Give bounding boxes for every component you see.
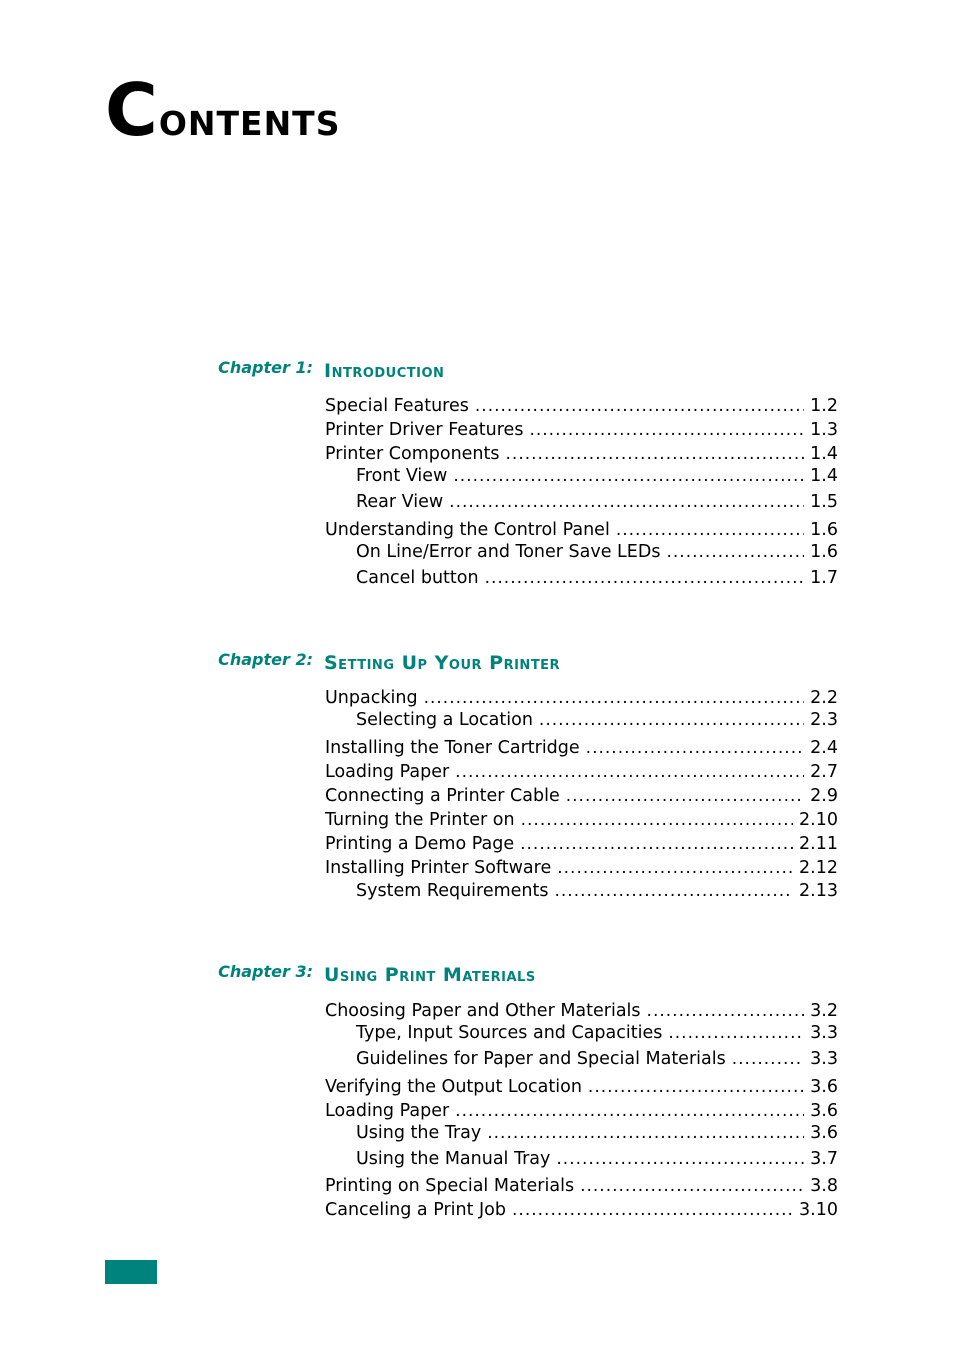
toc-entry-text: System Requirements <box>356 881 549 901</box>
dot-leader <box>616 518 804 542</box>
page-title: Contents <box>105 68 341 152</box>
toc-entry[interactable] <box>325 418 838 442</box>
dot-leader <box>557 856 793 880</box>
chapter-title: Setting Up Your Printer <box>324 652 561 674</box>
toc-entry-page: 2.2 <box>810 688 838 708</box>
toc-entry[interactable] <box>356 1021 838 1045</box>
toc-entry-text: Connecting a Printer Cable <box>325 786 560 806</box>
toc-entry[interactable] <box>325 999 838 1023</box>
toc-entry-page: 1.5 <box>810 492 838 512</box>
toc-entry-text: Installing the Toner Cartridge <box>325 738 580 758</box>
toc-entry-text: Special Features <box>325 396 469 416</box>
toc-entry[interactable] <box>325 832 838 856</box>
toc-entry-text: Turning the Printer on <box>325 810 515 830</box>
toc-entry-page: 3.6 <box>810 1101 838 1121</box>
dot-leader <box>455 760 804 784</box>
toc-entry[interactable] <box>356 1047 838 1071</box>
toc-entry-text: Loading Paper <box>325 762 450 782</box>
chapter-heading <box>0 348 954 382</box>
toc-entry-text: Front View <box>356 466 448 486</box>
toc-entry-page: 3.8 <box>810 1176 838 1196</box>
dot-leader <box>485 566 805 590</box>
toc-entry-text: Using the Tray <box>356 1123 482 1143</box>
toc-entry-text: Unpacking <box>325 688 418 708</box>
toc-entry-text: Canceling a Print Job <box>325 1200 506 1220</box>
toc-entry[interactable] <box>325 784 838 808</box>
toc-entry[interactable] <box>356 1121 838 1145</box>
toc-entry-text: Rear View <box>356 492 444 512</box>
toc-entry[interactable] <box>325 856 838 880</box>
toc-entry[interactable] <box>325 760 838 784</box>
chapter-heading <box>0 952 954 986</box>
toc-entry-page: 2.12 <box>799 858 838 878</box>
dot-leader <box>487 1121 804 1145</box>
dot-leader <box>521 808 793 832</box>
toc-entry-page: 2.3 <box>810 710 838 730</box>
dot-leader <box>586 736 804 760</box>
toc-entry[interactable] <box>325 442 838 466</box>
toc-entry-page: 3.2 <box>810 1001 838 1021</box>
toc-entry-page: 2.7 <box>810 762 838 782</box>
toc-entry-page: 1.7 <box>810 568 838 588</box>
chapter-label: Chapter 3: <box>218 962 313 981</box>
toc-entry[interactable] <box>325 1099 838 1123</box>
toc-entry-text: Choosing Paper and Other Materials <box>325 1001 641 1021</box>
dot-leader <box>520 832 793 856</box>
toc-entry[interactable] <box>325 1198 838 1222</box>
toc-entry-page: 3.6 <box>810 1077 838 1097</box>
toc-entry-page: 1.4 <box>810 444 838 464</box>
dot-leader <box>449 490 804 514</box>
toc-entry[interactable] <box>356 1147 838 1171</box>
toc-entry-text: Type, Input Sources and Capacities <box>356 1023 663 1043</box>
dot-leader <box>506 442 805 466</box>
toc-entry-page: 3.3 <box>810 1023 838 1043</box>
dot-leader <box>666 540 804 564</box>
toc-entry-page: 1.6 <box>810 520 838 540</box>
toc-entry-page: 2.4 <box>810 738 838 758</box>
chapter-title: Using Print Materials <box>324 964 536 986</box>
chapter-label: Chapter 1: <box>218 358 313 377</box>
dot-leader <box>453 464 804 488</box>
dot-leader <box>668 1021 804 1045</box>
toc-entry-page: 2.13 <box>799 881 838 901</box>
toc-entry-page: 2.10 <box>799 810 838 830</box>
toc-entry-page: 3.7 <box>810 1149 838 1169</box>
chapter-heading <box>0 640 954 674</box>
toc-entry-text: Installing Printer Software <box>325 858 552 878</box>
toc-entry[interactable] <box>325 736 838 760</box>
toc-entry-page: 1.3 <box>810 420 838 440</box>
toc-entry-page: 3.10 <box>799 1200 838 1220</box>
toc-entry[interactable] <box>356 879 838 903</box>
toc-entry[interactable] <box>356 708 838 732</box>
dot-leader <box>539 708 804 732</box>
toc-entry-text: Using the Manual Tray <box>356 1149 551 1169</box>
dot-leader <box>588 1075 804 1099</box>
toc-entry-text: Cancel button <box>356 568 479 588</box>
dot-leader <box>529 418 804 442</box>
toc-entry-text: Guidelines for Paper and Special Materials <box>356 1049 726 1069</box>
toc-entry[interactable] <box>356 464 838 488</box>
toc-entry-text: Verifying the Output Location <box>325 1077 582 1097</box>
toc-entry[interactable] <box>325 1174 838 1198</box>
dot-leader <box>566 784 804 808</box>
toc-entry[interactable] <box>356 490 838 514</box>
chapter-label: Chapter 2: <box>218 650 313 669</box>
toc-entry-text: Printing a Demo Page <box>325 834 515 854</box>
dot-leader <box>512 1198 793 1222</box>
dot-leader <box>732 1047 804 1071</box>
toc-entry-text: Understanding the Control Panel <box>325 520 610 540</box>
toc-entry[interactable] <box>325 394 838 418</box>
toc-entry[interactable] <box>325 518 838 542</box>
toc-entry-page: 3.6 <box>810 1123 838 1143</box>
dot-leader <box>556 1147 804 1171</box>
toc-entry-text: Loading Paper <box>325 1101 450 1121</box>
toc-entry-text: Selecting a Location <box>356 710 533 730</box>
dot-leader <box>554 879 793 903</box>
toc-entry[interactable] <box>356 566 838 590</box>
toc-entry-page: 2.9 <box>810 786 838 806</box>
toc-entry-page: 1.6 <box>810 542 838 562</box>
toc-entry-page: 1.4 <box>810 466 838 486</box>
toc-entry[interactable] <box>325 1075 838 1099</box>
toc-entry-text: Printer Driver Features <box>325 420 524 440</box>
dot-leader <box>580 1174 804 1198</box>
toc-entry[interactable] <box>325 686 838 710</box>
toc-entry-page: 1.2 <box>810 396 838 416</box>
page-tab-marker <box>105 1260 157 1284</box>
dot-leader <box>455 1099 804 1123</box>
chapter-title: Introduction <box>324 360 445 382</box>
toc-entry[interactable] <box>356 540 838 564</box>
toc-entry-page: 3.3 <box>810 1049 838 1069</box>
dot-leader <box>647 999 805 1023</box>
toc-entry-text: On Line/Error and Toner Save LEDs <box>356 542 661 562</box>
dot-leader <box>424 686 805 710</box>
toc-entry-text: Printing on Special Materials <box>325 1176 575 1196</box>
toc-entry-text: Printer Components <box>325 444 500 464</box>
toc-entry[interactable] <box>325 808 838 832</box>
dot-leader <box>475 394 804 418</box>
toc-entry-page: 2.11 <box>799 834 838 854</box>
